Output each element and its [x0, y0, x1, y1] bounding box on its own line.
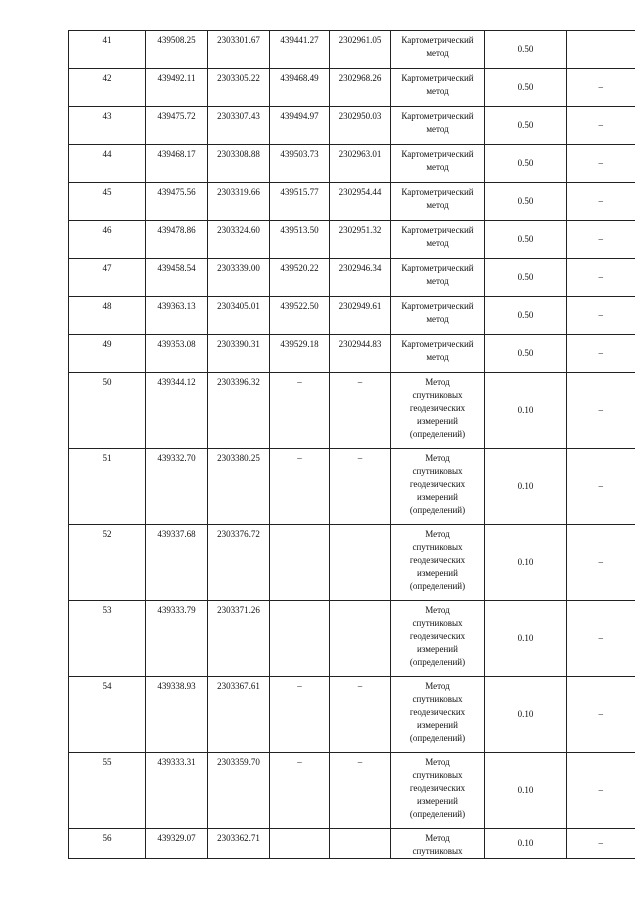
- y-coordinate-cell: 2303324.60: [208, 221, 270, 259]
- x-existing-coordinate-cell: 439468.49: [270, 69, 330, 107]
- x-existing-coordinate-cell: 439503.73: [270, 145, 330, 183]
- table-row: [69, 297, 635, 335]
- x-existing-coordinate-cell: 439522.50: [270, 297, 330, 335]
- x-existing-coordinate-cell: [270, 601, 330, 677]
- y-existing-coordinate-cell: 2302950.03: [330, 107, 391, 145]
- method-line: спутниковых: [412, 542, 463, 552]
- accuracy-cell: 0.50: [485, 69, 567, 107]
- method-line: спутниковых: [412, 618, 463, 628]
- x-existing-coordinate-cell: –: [270, 373, 330, 449]
- method-cell: [391, 259, 485, 297]
- x-coordinate-cell: 439478.86: [146, 221, 208, 259]
- y-existing-coordinate-cell: [330, 829, 391, 859]
- accuracy-cell: 0.10: [485, 525, 567, 601]
- method-cell: [391, 829, 485, 859]
- method-line: (определений): [409, 581, 466, 591]
- method-cell: [391, 297, 485, 335]
- x-coordinate-cell: 439353.08: [146, 335, 208, 373]
- table-row: [69, 145, 635, 183]
- accuracy-cell: 0.10: [485, 601, 567, 677]
- method-line: геодезических: [409, 631, 466, 641]
- x-existing-coordinate-cell: 439494.97: [270, 107, 330, 145]
- method-line: Картометрический: [401, 111, 474, 121]
- method-line: спутниковых: [412, 846, 463, 856]
- method-line: измерений: [417, 416, 458, 426]
- y-existing-coordinate-cell: 2302951.32: [330, 221, 391, 259]
- accuracy-cell: 0.50: [485, 31, 567, 69]
- note-cell: –: [567, 677, 635, 753]
- method-cell: [391, 145, 485, 183]
- x-coordinate-cell: 439458.54: [146, 259, 208, 297]
- accuracy-cell: 0.10: [485, 829, 567, 859]
- point-number-cell: 41: [69, 31, 146, 69]
- method-line: Метод: [425, 605, 450, 615]
- x-existing-coordinate-cell: [270, 829, 330, 859]
- point-number-cell: 42: [69, 69, 146, 107]
- point-number-cell: 47: [69, 259, 146, 297]
- point-number-cell: 44: [69, 145, 146, 183]
- method-line: спутниковых: [412, 770, 463, 780]
- accuracy-cell: 0.50: [485, 297, 567, 335]
- point-number-cell: 48: [69, 297, 146, 335]
- method-line: метод: [426, 352, 449, 362]
- method-cell: [391, 373, 485, 449]
- note-cell: –: [567, 183, 635, 221]
- y-coordinate-cell: 2303362.71: [208, 829, 270, 859]
- note-cell: –: [567, 69, 635, 107]
- accuracy-cell: 0.10: [485, 753, 567, 829]
- method-line: Метод: [425, 453, 450, 463]
- table-row: [69, 677, 635, 753]
- accuracy-cell: 0.10: [485, 449, 567, 525]
- y-existing-coordinate-cell: 2302963.01: [330, 145, 391, 183]
- note-cell: –: [567, 829, 635, 859]
- note-cell: –: [567, 259, 635, 297]
- y-existing-coordinate-cell: 2302949.61: [330, 297, 391, 335]
- method-line: Картометрический: [401, 263, 474, 273]
- method-line: измерений: [417, 568, 458, 578]
- note-cell: –: [567, 221, 635, 259]
- table-row: [69, 601, 635, 677]
- table-row: [69, 373, 635, 449]
- x-existing-coordinate-cell: –: [270, 753, 330, 829]
- table-row: [69, 829, 635, 859]
- y-coordinate-cell: 2303301.67: [208, 31, 270, 69]
- y-coordinate-cell: 2303339.00: [208, 259, 270, 297]
- table-row: [69, 259, 635, 297]
- y-coordinate-cell: 2303319.66: [208, 183, 270, 221]
- method-line: метод: [426, 48, 449, 58]
- accuracy-cell: 0.50: [485, 107, 567, 145]
- y-coordinate-cell: 2303305.22: [208, 69, 270, 107]
- note-cell: –: [567, 107, 635, 145]
- method-cell: [391, 183, 485, 221]
- x-existing-coordinate-cell: [270, 525, 330, 601]
- method-line: геодезических: [409, 403, 466, 413]
- x-coordinate-cell: 439333.31: [146, 753, 208, 829]
- note-cell: –: [567, 373, 635, 449]
- point-number-cell: 54: [69, 677, 146, 753]
- y-coordinate-cell: 2303371.26: [208, 601, 270, 677]
- method-line: (определений): [409, 505, 466, 515]
- method-cell: [391, 677, 485, 753]
- table-row: [69, 449, 635, 525]
- x-coordinate-cell: 439508.25: [146, 31, 208, 69]
- y-coordinate-cell: 2303307.43: [208, 107, 270, 145]
- y-existing-coordinate-cell: 2302944.83: [330, 335, 391, 373]
- method-line: Картометрический: [401, 225, 474, 235]
- x-existing-coordinate-cell: –: [270, 677, 330, 753]
- y-existing-coordinate-cell: 2302968.26: [330, 69, 391, 107]
- point-number-cell: 55: [69, 753, 146, 829]
- y-existing-coordinate-cell: [330, 601, 391, 677]
- accuracy-cell: 0.50: [485, 183, 567, 221]
- x-coordinate-cell: 439332.70: [146, 449, 208, 525]
- method-line: метод: [426, 200, 449, 210]
- method-line: измерений: [417, 492, 458, 502]
- x-coordinate-cell: 439492.11: [146, 69, 208, 107]
- method-line: метод: [426, 162, 449, 172]
- note-cell: –: [567, 525, 635, 601]
- accuracy-cell: 0.50: [485, 145, 567, 183]
- method-line: метод: [426, 86, 449, 96]
- point-number-cell: 45: [69, 183, 146, 221]
- y-coordinate-cell: 2303380.25: [208, 449, 270, 525]
- method-line: Метод: [425, 757, 450, 767]
- x-coordinate-cell: 439329.07: [146, 829, 208, 859]
- method-line: Картометрический: [401, 301, 474, 311]
- method-line: Картометрический: [401, 187, 474, 197]
- method-line: геодезических: [409, 555, 466, 565]
- method-cell: [391, 31, 485, 69]
- method-cell: [391, 753, 485, 829]
- method-line: спутниковых: [412, 694, 463, 704]
- point-number-cell: 49: [69, 335, 146, 373]
- method-line: Картометрический: [401, 35, 474, 45]
- note-cell: –: [567, 753, 635, 829]
- table-row: [69, 183, 635, 221]
- note-cell: –: [567, 601, 635, 677]
- x-existing-coordinate-cell: 439529.18: [270, 335, 330, 373]
- method-line: геодезических: [409, 479, 466, 489]
- x-existing-coordinate-cell: 439520.22: [270, 259, 330, 297]
- y-coordinate-cell: 2303396.32: [208, 373, 270, 449]
- y-coordinate-cell: 2303359.70: [208, 753, 270, 829]
- accuracy-cell: 0.10: [485, 373, 567, 449]
- x-existing-coordinate-cell: 439515.77: [270, 183, 330, 221]
- y-coordinate-cell: 2303376.72: [208, 525, 270, 601]
- table-row: [69, 335, 635, 373]
- table-row: [69, 31, 635, 69]
- point-number-cell: 51: [69, 449, 146, 525]
- point-number-cell: 52: [69, 525, 146, 601]
- method-cell: [391, 221, 485, 259]
- method-line: (определений): [409, 733, 466, 743]
- method-line: измерений: [417, 644, 458, 654]
- method-cell: [391, 525, 485, 601]
- y-existing-coordinate-cell: 2302946.34: [330, 259, 391, 297]
- method-line: Метод: [425, 529, 450, 539]
- note-cell: [567, 31, 635, 69]
- y-existing-coordinate-cell: 2302961.05: [330, 31, 391, 69]
- x-coordinate-cell: 439337.68: [146, 525, 208, 601]
- method-line: (определений): [409, 429, 466, 439]
- accuracy-cell: 0.50: [485, 221, 567, 259]
- method-line: спутниковых: [412, 466, 463, 476]
- table-row: [69, 221, 635, 259]
- note-cell: –: [567, 449, 635, 525]
- note-cell: –: [567, 145, 635, 183]
- y-coordinate-cell: 2303405.01: [208, 297, 270, 335]
- table-row: [69, 107, 635, 145]
- x-coordinate-cell: 439333.79: [146, 601, 208, 677]
- y-coordinate-cell: 2303390.31: [208, 335, 270, 373]
- table-row: [69, 525, 635, 601]
- x-coordinate-cell: 439468.17: [146, 145, 208, 183]
- method-line: измерений: [417, 796, 458, 806]
- table-row: [69, 69, 635, 107]
- note-cell: –: [567, 297, 635, 335]
- note-cell: –: [567, 335, 635, 373]
- x-existing-coordinate-cell: 439513.50: [270, 221, 330, 259]
- method-line: спутниковых: [412, 390, 463, 400]
- y-coordinate-cell: 2303308.88: [208, 145, 270, 183]
- method-line: Метод: [425, 833, 450, 843]
- point-number-cell: 53: [69, 601, 146, 677]
- table-body: [69, 31, 635, 859]
- x-coordinate-cell: 439344.12: [146, 373, 208, 449]
- method-line: геодезических: [409, 783, 466, 793]
- method-cell: [391, 69, 485, 107]
- method-line: (определений): [409, 657, 466, 667]
- y-existing-coordinate-cell: –: [330, 677, 391, 753]
- method-line: Метод: [425, 377, 450, 387]
- method-cell: [391, 107, 485, 145]
- y-existing-coordinate-cell: [330, 525, 391, 601]
- method-line: (определений): [409, 809, 466, 819]
- accuracy-cell: 0.10: [485, 677, 567, 753]
- x-coordinate-cell: 439338.93: [146, 677, 208, 753]
- point-number-cell: 56: [69, 829, 146, 859]
- x-existing-coordinate-cell: 439441.27: [270, 31, 330, 69]
- method-line: метод: [426, 276, 449, 286]
- method-line: геодезических: [409, 707, 466, 717]
- method-line: Метод: [425, 681, 450, 691]
- method-line: метод: [426, 124, 449, 134]
- y-existing-coordinate-cell: –: [330, 753, 391, 829]
- accuracy-cell: 0.50: [485, 335, 567, 373]
- point-number-cell: 43: [69, 107, 146, 145]
- method-line: Картометрический: [401, 149, 474, 159]
- method-cell: [391, 335, 485, 373]
- y-existing-coordinate-cell: –: [330, 449, 391, 525]
- method-line: измерений: [417, 720, 458, 730]
- method-line: Картометрический: [401, 73, 474, 83]
- table-row: [69, 753, 635, 829]
- y-existing-coordinate-cell: –: [330, 373, 391, 449]
- method-line: метод: [426, 314, 449, 324]
- y-existing-coordinate-cell: 2302954.44: [330, 183, 391, 221]
- x-coordinate-cell: 439475.72: [146, 107, 208, 145]
- point-number-cell: 50: [69, 373, 146, 449]
- method-cell: [391, 449, 485, 525]
- method-line: Картометрический: [401, 339, 474, 349]
- y-coordinate-cell: 2303367.61: [208, 677, 270, 753]
- x-coordinate-cell: 439363.13: [146, 297, 208, 335]
- method-line: метод: [426, 238, 449, 248]
- point-number-cell: 46: [69, 221, 146, 259]
- coordinates-table: [68, 30, 635, 859]
- accuracy-cell: 0.50: [485, 259, 567, 297]
- x-coordinate-cell: 439475.56: [146, 183, 208, 221]
- x-existing-coordinate-cell: –: [270, 449, 330, 525]
- method-cell: [391, 601, 485, 677]
